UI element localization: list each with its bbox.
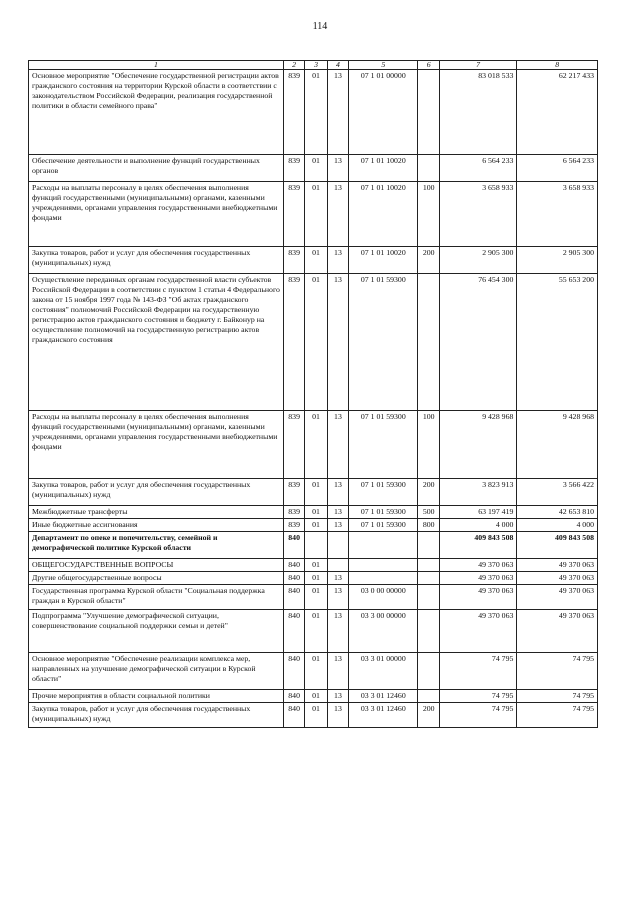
row-section: 01 [305,506,327,519]
row-target-article: 03 3 01 12460 [349,703,418,728]
row-amount-year-2: 409 843 508 [517,532,598,559]
header-col-2: 2 [283,61,304,70]
row-ministry-code: 839 [283,182,304,247]
table-row [29,506,598,519]
row-amount-year-2: 49 370 063 [517,585,598,610]
row-amount-year-2: 74 795 [517,690,598,703]
row-amount-year-2: 49 370 063 [517,610,598,653]
header-col-7: 7 [439,61,516,70]
row-subsection: 13 [327,610,348,653]
row-subsection: 13 [327,703,348,728]
row-amount-year-1: 6 564 233 [439,155,516,182]
row-amount-year-2: 49 370 063 [517,559,598,572]
budget-table [28,60,598,728]
row-description: Иные бюджетные ассигнования [29,519,284,532]
row-subsection: 13 [327,247,348,274]
row-section: 01 [305,559,327,572]
row-expense-type [418,610,439,653]
row-description: Департамент по опеке и попечительству, семейной и демографической политике Курской области [29,532,284,559]
row-target-article: 07 1 01 00000 [349,70,418,155]
row-description: Основное мероприятие "Обеспечение государственной регистрации актов гражданского состояния на территории Курской области в соответствии с законодательством Российской Федерации, реализация государственной политики в области семейного права" [29,70,284,155]
row-expense-type [418,532,439,559]
row-expense-type: 100 [418,411,439,479]
row-section: 01 [305,247,327,274]
row-description: Основное мероприятие "Обеспечение реализации комплекса мер, направленных на улучшение демографической ситуации в Курской области" [29,653,284,690]
row-description: Расходы на выплаты персоналу в целях обеспечения выполнения функций государственными (муниципальными) органами, казенными учреждениями, органами управления государственными внебюджетными фондами [29,411,284,479]
table-row [29,155,598,182]
row-ministry-code: 840 [283,703,304,728]
row-amount-year-1: 63 197 419 [439,506,516,519]
row-section: 01 [305,70,327,155]
row-amount-year-1: 74 795 [439,653,516,690]
row-section: 01 [305,274,327,411]
row-subsection: 13 [327,274,348,411]
row-amount-year-1: 74 795 [439,703,516,728]
row-target-article: 07 1 01 59300 [349,411,418,479]
row-subsection: 13 [327,506,348,519]
row-section: 01 [305,585,327,610]
row-ministry-code: 839 [283,274,304,411]
table-row [29,585,598,610]
row-section: 01 [305,703,327,728]
row-target-article: 03 0 00 00000 [349,585,418,610]
row-ministry-code: 840 [283,572,304,585]
row-expense-type [418,70,439,155]
row-amount-year-1: 4 000 [439,519,516,532]
row-subsection: 13 [327,182,348,247]
table-row [29,610,598,653]
row-ministry-code: 840 [283,559,304,572]
row-description: Прочие мероприятия в области социальной политики [29,690,284,703]
row-amount-year-1: 49 370 063 [439,585,516,610]
row-expense-type [418,559,439,572]
page-number: 114 [312,21,328,32]
table-row [29,690,598,703]
row-section: 01 [305,182,327,247]
row-amount-year-1: 3 658 933 [439,182,516,247]
row-amount-year-1: 3 823 913 [439,479,516,506]
row-section: 01 [305,411,327,479]
row-expense-type: 500 [418,506,439,519]
row-section: 01 [305,690,327,703]
row-description: ОБЩЕГОСУДАРСТВЕННЫЕ ВОПРОСЫ [29,559,284,572]
row-ministry-code: 839 [283,247,304,274]
row-target-article: 03 3 01 00000 [349,653,418,690]
row-amount-year-1: 76 454 300 [439,274,516,411]
row-amount-year-1: 2 905 300 [439,247,516,274]
table-row [29,479,598,506]
row-section: 01 [305,479,327,506]
row-section: 01 [305,519,327,532]
row-subsection: 13 [327,479,348,506]
row-description: Государственная программа Курской области "Социальная поддержка граждан в Курской области" [29,585,284,610]
row-amount-year-2: 74 795 [517,703,598,728]
header-col-6: 6 [418,61,439,70]
row-description: Осуществление переданных органам государственной власти субъектов Российской Федерации в соответствии с пунктом 1 статьи 4 Федерального закона от 15 ноября 1997 года № 143-ФЗ "Об актах гражданского состояния" полномочий Российской Федерации на государственную регистрацию актов гражданского состояния и бюджету г. Байконур на осуществление полномочий на государственную регистрацию актов гражданского состояния [29,274,284,411]
table-row [29,70,598,155]
row-description: Закупка товаров, работ и услуг для обеспечения государственных (муниципальных) нужд [29,479,284,506]
row-ministry-code: 839 [283,70,304,155]
row-ministry-code: 840 [283,690,304,703]
row-section: 01 [305,572,327,585]
row-amount-year-2: 74 795 [517,653,598,690]
row-description: Закупка товаров, работ и услуг для обеспечения государственных (муниципальных) нужд [29,703,284,728]
table-row [29,247,598,274]
header-col-4: 4 [327,61,348,70]
row-amount-year-2: 55 653 200 [517,274,598,411]
row-amount-year-2: 42 653 810 [517,506,598,519]
row-subsection [327,559,348,572]
row-expense-type [418,585,439,610]
row-amount-year-2: 2 905 300 [517,247,598,274]
row-amount-year-1: 409 843 508 [439,532,516,559]
row-description: Расходы на выплаты персоналу в целях обеспечения выполнения функций государственными (муниципальными) органами, казенными учреждениями, органами управления государственными внебюджетными фондами [29,182,284,247]
row-subsection: 13 [327,155,348,182]
header-col-3: 3 [305,61,327,70]
row-amount-year-1: 9 428 968 [439,411,516,479]
row-expense-type: 200 [418,703,439,728]
row-subsection: 13 [327,411,348,479]
row-description: Подпрограмма "Улучшение демографической ситуации, совершенствование социальной поддержки семьи и детей" [29,610,284,653]
row-section [305,532,327,559]
row-target-article: 03 3 00 00000 [349,610,418,653]
row-ministry-code: 839 [283,506,304,519]
row-target-article: 07 1 01 10020 [349,182,418,247]
row-amount-year-2: 9 428 968 [517,411,598,479]
row-amount-year-1: 49 370 063 [439,610,516,653]
column-number-header [29,61,598,70]
row-amount-year-2: 3 658 933 [517,182,598,247]
row-expense-type [418,653,439,690]
row-expense-type: 100 [418,182,439,247]
row-ministry-code: 840 [283,532,304,559]
row-amount-year-1: 83 018 533 [439,70,516,155]
row-description: Закупка товаров, работ и услуг для обеспечения государственных (муниципальных) нужд [29,247,284,274]
row-target-article: 07 1 01 59300 [349,506,418,519]
row-target-article [349,559,418,572]
table-row [29,559,598,572]
row-target-article [349,572,418,585]
row-subsection: 13 [327,70,348,155]
row-subsection: 13 [327,585,348,610]
row-target-article: 03 3 01 12460 [349,690,418,703]
row-target-article: 07 1 01 59300 [349,519,418,532]
row-amount-year-2: 49 370 063 [517,572,598,585]
row-amount-year-1: 49 370 063 [439,559,516,572]
row-target-article: 07 1 01 59300 [349,479,418,506]
row-expense-type [418,155,439,182]
table-body [29,70,598,728]
row-subsection: 13 [327,690,348,703]
table-row [29,653,598,690]
row-target-article [349,532,418,559]
header-col-8: 8 [517,61,598,70]
header-col-1: 1 [29,61,284,70]
row-subsection: 13 [327,519,348,532]
header-col-5: 5 [349,61,418,70]
row-ministry-code: 839 [283,479,304,506]
row-amount-year-2: 62 217 433 [517,70,598,155]
table-row [29,519,598,532]
row-ministry-code: 839 [283,411,304,479]
row-section: 01 [305,610,327,653]
row-target-article: 07 1 01 59300 [349,274,418,411]
row-target-article: 07 1 01 10020 [349,155,418,182]
row-description: Межбюджетные трансферты [29,506,284,519]
row-ministry-code: 839 [283,519,304,532]
row-ministry-code: 840 [283,653,304,690]
row-expense-type [418,572,439,585]
row-expense-type [418,274,439,411]
row-expense-type: 200 [418,479,439,506]
row-section: 01 [305,653,327,690]
row-subsection: 13 [327,653,348,690]
row-expense-type: 800 [418,519,439,532]
row-ministry-code: 840 [283,585,304,610]
row-expense-type [418,690,439,703]
row-ministry-code: 840 [283,610,304,653]
row-subsection: 13 [327,572,348,585]
table-row [29,703,598,728]
row-description: Обеспечение деятельности и выполнение функций государственных органов [29,155,284,182]
row-description: Другие общегосударственные вопросы [29,572,284,585]
row-ministry-code: 839 [283,155,304,182]
row-amount-year-2: 3 566 422 [517,479,598,506]
row-amount-year-2: 4 000 [517,519,598,532]
table-row [29,572,598,585]
row-amount-year-2: 6 564 233 [517,155,598,182]
row-section: 01 [305,155,327,182]
row-amount-year-1: 49 370 063 [439,572,516,585]
row-target-article: 07 1 01 10020 [349,247,418,274]
table-row [29,274,598,411]
table-row [29,411,598,479]
row-expense-type: 200 [418,247,439,274]
table-row [29,532,598,559]
row-subsection [327,532,348,559]
row-amount-year-1: 74 795 [439,690,516,703]
table-row [29,182,598,247]
